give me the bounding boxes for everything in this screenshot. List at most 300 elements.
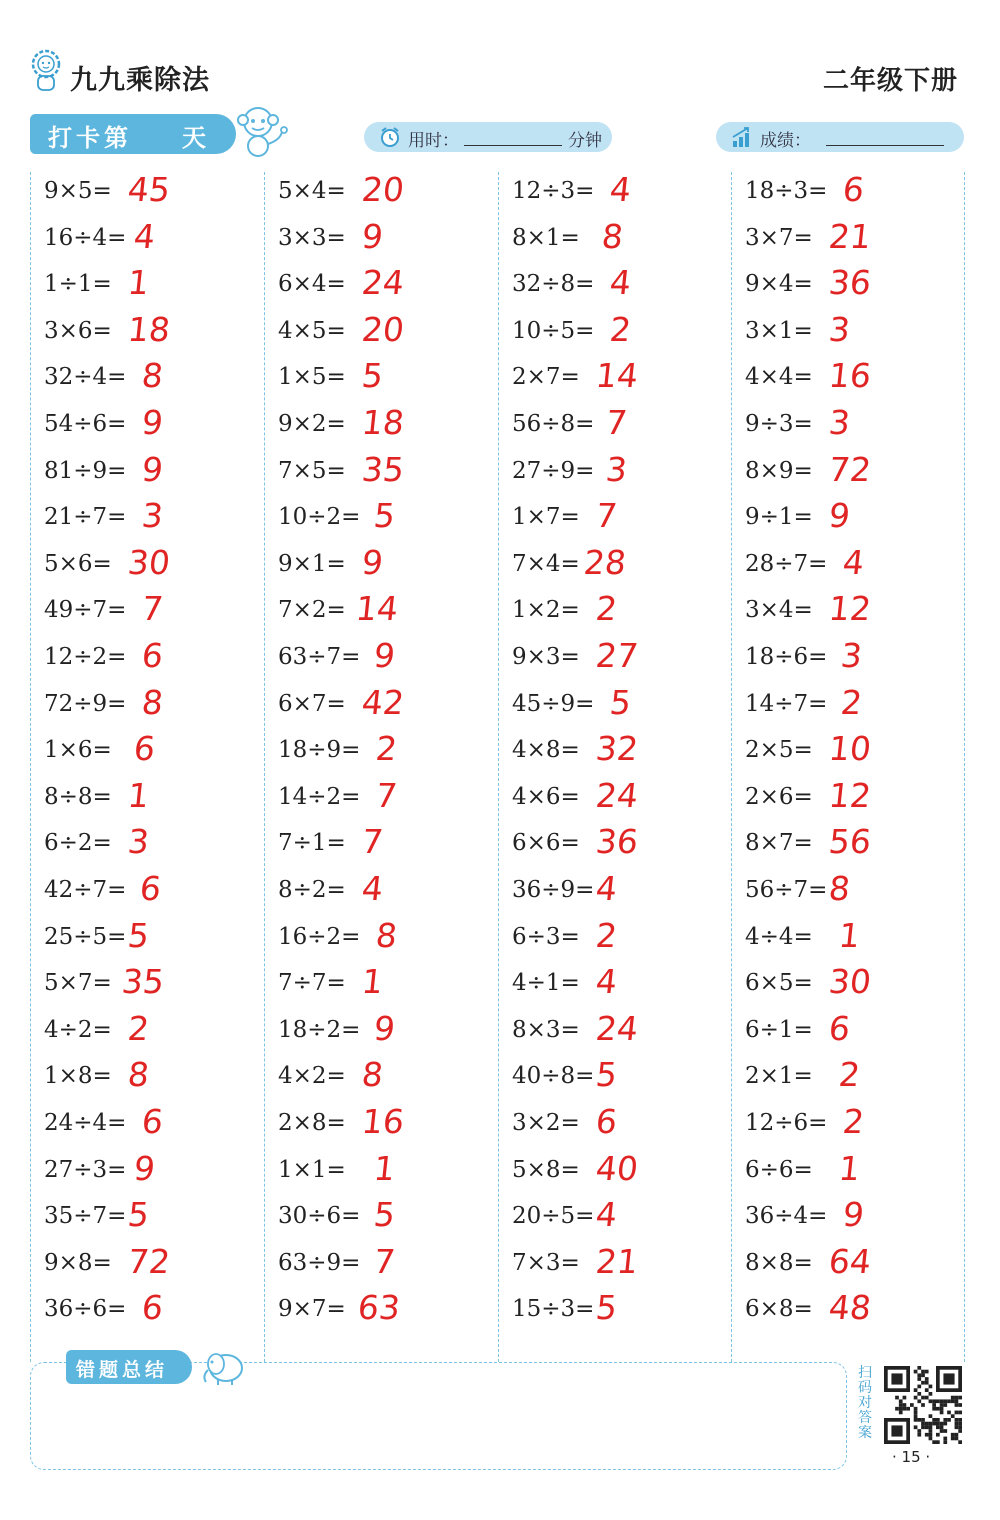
lion-icon — [28, 48, 64, 92]
problem-item — [745, 1148, 970, 1197]
problem-equation: 9×7= — [278, 1296, 346, 1323]
checkin-suffix: 天 — [182, 124, 206, 152]
problem-item — [44, 449, 269, 498]
problem-item — [278, 871, 503, 917]
handwritten-answer[interactable]: 30 — [826, 962, 874, 1002]
problem-item — [278, 216, 503, 265]
handwritten-answer[interactable]: 2 — [125, 1008, 152, 1048]
handwritten-answer[interactable]: 27 — [593, 636, 641, 675]
problem-equation: 9×8= — [44, 1249, 112, 1276]
problem-item — [745, 309, 970, 358]
problem-equation: 3×1= — [745, 317, 813, 344]
handwritten-answer[interactable]: 28 — [581, 542, 629, 582]
problem-equation: 5×7= — [44, 970, 112, 997]
handwritten-answer[interactable]: 21 — [826, 216, 874, 256]
problem-item — [44, 216, 269, 265]
handwritten-answer[interactable]: 8 — [599, 216, 626, 256]
problem-item — [278, 405, 503, 451]
problem-equation: 12÷6= — [745, 1110, 828, 1136]
handwritten-answer[interactable]: 2 — [373, 729, 400, 769]
problem-item — [745, 1057, 970, 1103]
handwritten-answer[interactable]: 42 — [359, 682, 407, 722]
handwritten-answer[interactable]: 4 — [593, 962, 620, 1002]
handwritten-answer[interactable]: 6 — [840, 170, 867, 209]
problem-item — [44, 775, 269, 824]
problem-equation: 8×1= — [512, 224, 580, 251]
problem-equation: 63÷9= — [278, 1249, 361, 1276]
problem-item — [512, 915, 737, 964]
problem-item — [745, 731, 970, 777]
handwritten-answer[interactable]: 12 — [826, 775, 874, 815]
problem-equation: 6×5= — [745, 970, 813, 997]
problem-equation: 15÷3= — [512, 1296, 595, 1323]
handwritten-answer[interactable]: 12 — [826, 589, 874, 629]
problem-equation: 1×5= — [278, 364, 346, 391]
problem-equation: 9×1= — [278, 550, 346, 577]
problem-equation: 4÷4= — [745, 923, 813, 950]
handwritten-answer[interactable]: 1 — [125, 775, 152, 815]
problem-item — [278, 1057, 503, 1103]
page-number: · 15 · — [892, 1448, 931, 1466]
problem-equation: 36÷6= — [44, 1296, 127, 1323]
problem-item — [278, 449, 503, 498]
problem-equation: 4×8= — [512, 737, 580, 764]
problem-equation: 9×4= — [745, 271, 813, 298]
problem-item — [745, 1197, 970, 1243]
problem-equation: 56÷8= — [512, 411, 595, 437]
handwritten-answer[interactable]: 4 — [607, 263, 634, 303]
problem-item — [745, 265, 970, 311]
handwritten-answer[interactable]: 5 — [371, 1195, 398, 1235]
problem-equation: 14÷2= — [278, 783, 361, 810]
problem-item — [44, 1197, 269, 1243]
problem-equation: 1×8= — [44, 1063, 112, 1090]
problem-item — [745, 1290, 970, 1336]
problem-item — [512, 731, 737, 777]
problem-item — [278, 964, 503, 1010]
problem-item — [44, 358, 269, 404]
problem-item — [512, 265, 737, 311]
problem-item — [44, 1148, 269, 1197]
handwritten-answer[interactable]: 8 — [125, 1055, 152, 1095]
handwritten-answer[interactable]: 4 — [593, 1195, 620, 1235]
problem-equation: 3×2= — [512, 1110, 580, 1136]
handwritten-answer[interactable]: 8 — [139, 356, 166, 396]
problem-equation: 30÷6= — [278, 1203, 361, 1230]
problem-equation: 14÷7= — [745, 690, 828, 717]
handwritten-answer[interactable]: 24 — [359, 263, 407, 303]
problem-item — [745, 542, 970, 591]
problem-item — [278, 775, 503, 824]
problem-item — [512, 542, 737, 591]
handwritten-answer[interactable]: 1 — [371, 1148, 398, 1188]
problem-equation: 24÷4= — [44, 1110, 127, 1136]
handwritten-answer[interactable]: 2 — [593, 915, 620, 955]
handwritten-answer[interactable]: 3 — [826, 309, 853, 349]
problem-item — [44, 638, 269, 684]
problem-item — [512, 216, 737, 265]
handwritten-answer[interactable]: 5 — [359, 356, 386, 396]
problem-equation: 10÷5= — [512, 317, 595, 344]
problem-equation: 3×3= — [278, 224, 346, 251]
problem-equation: 2×8= — [278, 1110, 346, 1136]
problem-item — [745, 358, 970, 404]
handwritten-answer[interactable]: 3 — [139, 496, 166, 536]
handwritten-answer[interactable]: 4 — [131, 216, 158, 256]
problem-equation: 3×6= — [44, 317, 112, 344]
problem-equation: 54÷6= — [44, 411, 127, 437]
problem-item — [44, 824, 269, 870]
handwritten-answer[interactable]: 14 — [353, 589, 401, 629]
problem-equation: 9÷1= — [745, 504, 813, 531]
problem-item — [278, 1241, 503, 1290]
handwritten-answer[interactable]: 5 — [371, 496, 398, 536]
checkin-prefix: 打卡第 — [48, 124, 132, 152]
problem-item — [44, 1104, 269, 1150]
problem-item — [278, 498, 503, 544]
handwritten-answer[interactable]: 3 — [125, 822, 152, 862]
problem-item — [278, 1290, 503, 1336]
qr-code[interactable] — [880, 1366, 966, 1444]
time-unit: 分钟 — [568, 131, 602, 151]
handwritten-answer[interactable]: 32 — [593, 729, 641, 769]
handwritten-answer[interactable]: 36 — [593, 822, 641, 862]
handwritten-answer[interactable]: 16 — [359, 1102, 407, 1141]
time-label: 用时： — [408, 131, 459, 151]
problem-equation: 45÷9= — [512, 690, 595, 717]
handwritten-answer[interactable]: 8 — [826, 869, 853, 908]
problem-equation: 6÷6= — [745, 1156, 813, 1183]
handwritten-answer[interactable]: 16 — [826, 356, 874, 396]
handwritten-answer[interactable]: 5 — [607, 682, 634, 722]
handwritten-answer[interactable]: 2 — [838, 682, 865, 722]
problem-item — [44, 731, 269, 777]
problem-equation: 4×6= — [512, 783, 580, 810]
checkin-banner — [30, 114, 236, 154]
problem-equation: 32÷8= — [512, 271, 595, 298]
problem-equation: 56÷7= — [745, 877, 828, 903]
handwritten-answer[interactable]: 24 — [593, 775, 641, 815]
problem-item — [278, 1104, 503, 1150]
problem-equation: 8×3= — [512, 1016, 580, 1043]
problem-item — [278, 682, 503, 731]
problem-item — [512, 1057, 737, 1103]
problem-item — [44, 1057, 269, 1103]
problem-item — [278, 591, 503, 637]
problem-item — [278, 1197, 503, 1243]
problem-item — [745, 964, 970, 1010]
handwritten-answer[interactable]: 1 — [125, 263, 152, 303]
problem-equation: 2×5= — [745, 737, 813, 764]
problem-item — [44, 1008, 269, 1057]
problem-equation: 5×4= — [278, 178, 346, 204]
handwritten-answer[interactable]: 8 — [139, 682, 166, 722]
problem-equation: 12÷3= — [512, 178, 595, 204]
problem-equation: 1×2= — [512, 597, 580, 624]
problem-item — [44, 172, 269, 218]
problem-item — [278, 265, 503, 311]
problem-item — [745, 824, 970, 870]
handwritten-answer[interactable]: 9 — [131, 1148, 158, 1188]
problem-item — [44, 591, 269, 637]
handwritten-answer[interactable]: 1 — [836, 1148, 863, 1188]
problem-equation: 40÷8= — [512, 1063, 595, 1090]
score-label: 成绩： — [760, 131, 811, 151]
handwritten-answer[interactable]: 9 — [371, 636, 398, 675]
problem-equation: 8×8= — [745, 1249, 813, 1276]
problem-item — [512, 1197, 737, 1243]
mistake-summary-tab — [66, 1350, 192, 1384]
problem-equation: 6×6= — [512, 830, 580, 857]
problem-item — [745, 682, 970, 731]
problem-equation: 42÷7= — [44, 877, 127, 903]
problem-equation: 7×2= — [278, 597, 346, 624]
handwritten-answer[interactable]: 48 — [826, 1288, 874, 1328]
handwritten-answer[interactable]: 18 — [125, 309, 173, 349]
handwritten-answer[interactable]: 20 — [359, 309, 407, 349]
problem-equation: 81÷9= — [44, 457, 127, 484]
handwritten-answer[interactable]: 8 — [359, 1055, 386, 1095]
problem-item — [745, 915, 970, 964]
handwritten-answer[interactable]: 24 — [593, 1008, 641, 1048]
monkey-icon — [232, 104, 290, 160]
problem-equation: 2×7= — [512, 364, 580, 391]
problem-equation: 25÷5= — [44, 923, 127, 950]
problem-item — [278, 731, 503, 777]
problem-item — [44, 1290, 269, 1336]
handwritten-answer[interactable]: 4 — [607, 170, 634, 209]
handwritten-answer[interactable]: 7 — [371, 1241, 398, 1281]
handwritten-answer[interactable]: 9 — [139, 403, 166, 442]
problem-item — [512, 824, 737, 870]
handwritten-answer[interactable]: 6 — [131, 729, 158, 769]
problem-equation: 7×3= — [512, 1249, 580, 1276]
problem-equation: 5×6= — [44, 550, 112, 577]
problem-item — [44, 542, 269, 591]
problem-item — [44, 915, 269, 964]
problem-equation: 1×6= — [44, 737, 112, 764]
handwritten-answer[interactable]: 3 — [603, 449, 630, 489]
problem-item — [745, 1241, 970, 1290]
time-input[interactable] — [464, 145, 562, 146]
problem-item — [512, 638, 737, 684]
handwritten-answer[interactable]: 72 — [826, 449, 874, 489]
handwritten-answer[interactable]: 1 — [836, 915, 863, 955]
handwritten-answer[interactable]: 3 — [838, 636, 865, 675]
handwritten-answer[interactable]: 2 — [840, 1102, 867, 1141]
problem-item — [745, 1008, 970, 1057]
problem-item — [278, 1148, 503, 1197]
problem-item — [512, 405, 737, 451]
handwritten-answer[interactable]: 7 — [373, 775, 400, 815]
problem-item — [44, 265, 269, 311]
handwritten-answer[interactable]: 5 — [125, 1195, 152, 1235]
clock-icon — [378, 125, 402, 149]
handwritten-answer[interactable]: 5 — [593, 1055, 620, 1095]
handwritten-answer[interactable]: 21 — [593, 1241, 641, 1281]
handwritten-answer[interactable]: 5 — [593, 1288, 620, 1328]
problem-equation: 18÷2= — [278, 1016, 361, 1043]
problem-grid — [30, 172, 965, 1362]
handwritten-answer[interactable]: 14 — [593, 356, 641, 396]
problem-equation: 6÷2= — [44, 830, 112, 857]
problem-equation: 7×4= — [512, 550, 580, 577]
elephant-icon — [198, 1346, 252, 1386]
problem-equation: 6÷3= — [512, 923, 580, 950]
handwritten-answer[interactable]: 9 — [359, 542, 386, 582]
problem-item — [512, 1290, 737, 1336]
handwritten-answer[interactable]: 7 — [603, 403, 630, 442]
problem-item — [44, 964, 269, 1010]
problem-equation: 9×2= — [278, 411, 346, 437]
problem-item — [44, 871, 269, 917]
problem-equation: 4×2= — [278, 1063, 346, 1090]
handwritten-answer[interactable]: 9 — [826, 496, 853, 536]
problem-equation: 4÷2= — [44, 1016, 112, 1043]
problem-item — [44, 309, 269, 358]
problem-equation: 8×7= — [745, 830, 813, 857]
problem-item — [512, 1008, 737, 1057]
handwritten-answer[interactable]: 2 — [607, 309, 634, 349]
problem-equation: 1×7= — [512, 504, 580, 531]
problem-equation: 7÷1= — [278, 830, 346, 857]
handwritten-answer[interactable]: 6 — [139, 1288, 166, 1328]
chart-icon — [730, 125, 754, 149]
problem-equation: 21÷7= — [44, 504, 127, 531]
problem-equation: 6×8= — [745, 1296, 813, 1323]
problem-equation: 6÷1= — [745, 1016, 813, 1043]
problem-item — [278, 309, 503, 358]
problem-equation: 27÷9= — [512, 457, 595, 484]
problem-item — [745, 449, 970, 498]
problem-item — [745, 216, 970, 265]
problem-equation: 9×5= — [44, 178, 112, 204]
handwritten-answer[interactable]: 35 — [119, 962, 167, 1002]
problem-equation: 5×8= — [512, 1156, 580, 1183]
problem-equation: 6×4= — [278, 271, 346, 298]
problem-item — [512, 1104, 737, 1150]
problem-equation: 2×1= — [745, 1063, 813, 1090]
handwritten-answer[interactable]: 9 — [840, 1195, 867, 1235]
handwritten-answer[interactable]: 2 — [593, 589, 620, 629]
problem-equation: 7÷7= — [278, 970, 346, 997]
problem-item — [278, 638, 503, 684]
problem-equation: 1×1= — [278, 1156, 346, 1183]
problem-equation: 16÷2= — [278, 923, 361, 950]
problem-equation: 4×4= — [745, 364, 813, 391]
problem-equation: 4÷1= — [512, 970, 580, 997]
handwritten-answer[interactable]: 35 — [359, 449, 407, 489]
problem-item — [278, 824, 503, 870]
handwritten-answer[interactable]: 36 — [826, 263, 874, 303]
problem-item — [512, 1241, 737, 1290]
handwritten-answer[interactable]: 9 — [359, 216, 386, 256]
book-title: 九九乘除法 — [70, 65, 210, 96]
handwritten-answer[interactable]: 6 — [139, 636, 166, 675]
problem-equation: 8÷8= — [44, 783, 112, 810]
problem-item — [44, 1241, 269, 1290]
problem-item — [512, 775, 737, 824]
handwritten-answer[interactable]: 4 — [840, 542, 867, 582]
handwritten-answer[interactable]: 1 — [359, 962, 386, 1002]
problem-item — [745, 591, 970, 637]
handwritten-answer[interactable]: 30 — [125, 542, 173, 582]
problem-equation: 18÷3= — [745, 178, 828, 204]
handwritten-answer[interactable]: 6 — [826, 1008, 853, 1048]
handwritten-answer[interactable]: 5 — [125, 915, 152, 955]
problem-item — [512, 1148, 737, 1197]
problem-equation: 7×5= — [278, 457, 346, 484]
problem-item — [745, 172, 970, 218]
problem-equation: 12÷2= — [44, 644, 127, 670]
problem-equation: 72÷9= — [44, 690, 127, 717]
handwritten-answer[interactable]: 6 — [137, 869, 164, 908]
handwritten-answer[interactable]: 7 — [139, 589, 166, 629]
problem-equation: 18÷9= — [278, 737, 361, 764]
problem-item — [745, 405, 970, 451]
problem-item — [512, 964, 737, 1010]
handwritten-answer[interactable]: 63 — [355, 1288, 403, 1328]
problem-item — [512, 449, 737, 498]
score-field — [716, 122, 964, 152]
handwritten-answer[interactable]: 6 — [139, 1102, 166, 1141]
handwritten-answer[interactable]: 18 — [359, 403, 407, 442]
problem-equation: 3×4= — [745, 597, 813, 624]
handwritten-answer[interactable]: 9 — [371, 1008, 398, 1048]
handwritten-answer[interactable]: 40 — [593, 1148, 641, 1188]
problem-equation: 36÷4= — [745, 1203, 828, 1230]
handwritten-answer[interactable]: 3 — [826, 403, 853, 442]
problem-item — [278, 542, 503, 591]
problem-equation: 18÷6= — [745, 644, 828, 670]
handwritten-answer[interactable]: 64 — [826, 1241, 874, 1281]
problem-equation: 9÷3= — [745, 411, 813, 437]
problem-equation: 3×7= — [745, 224, 813, 251]
handwritten-answer[interactable]: 2 — [836, 1055, 863, 1095]
problem-equation: 8×9= — [745, 457, 813, 484]
problem-equation: 49÷7= — [44, 597, 127, 624]
handwritten-answer[interactable]: 6 — [593, 1102, 620, 1141]
column-divider — [30, 172, 31, 1362]
problem-item — [745, 1104, 970, 1150]
handwritten-answer[interactable]: 4 — [593, 869, 620, 908]
handwritten-answer[interactable]: 7 — [359, 822, 386, 862]
scan-answer-label: 扫码对答案 — [858, 1365, 872, 1441]
problem-item — [745, 638, 970, 684]
handwritten-answer[interactable]: 10 — [826, 729, 874, 769]
handwritten-answer[interactable]: 56 — [826, 822, 874, 862]
problem-equation: 2×6= — [745, 783, 813, 810]
score-input[interactable] — [826, 145, 944, 146]
handwritten-answer[interactable]: 9 — [139, 449, 166, 489]
time-field — [364, 122, 612, 152]
handwritten-answer[interactable]: 20 — [359, 170, 407, 209]
problem-item — [278, 358, 503, 404]
problem-item — [512, 358, 737, 404]
problem-equation: 32÷4= — [44, 364, 127, 391]
handwritten-answer[interactable]: 72 — [125, 1241, 173, 1281]
problem-item — [512, 871, 737, 917]
problem-item — [278, 1008, 503, 1057]
problem-item — [44, 405, 269, 451]
handwritten-answer[interactable]: 7 — [593, 496, 620, 536]
handwritten-answer[interactable]: 8 — [373, 915, 400, 955]
problem-item — [278, 172, 503, 218]
handwritten-answer[interactable]: 4 — [359, 869, 386, 908]
problem-item — [745, 775, 970, 824]
handwritten-answer[interactable]: 45 — [125, 170, 173, 209]
problem-item — [512, 591, 737, 637]
